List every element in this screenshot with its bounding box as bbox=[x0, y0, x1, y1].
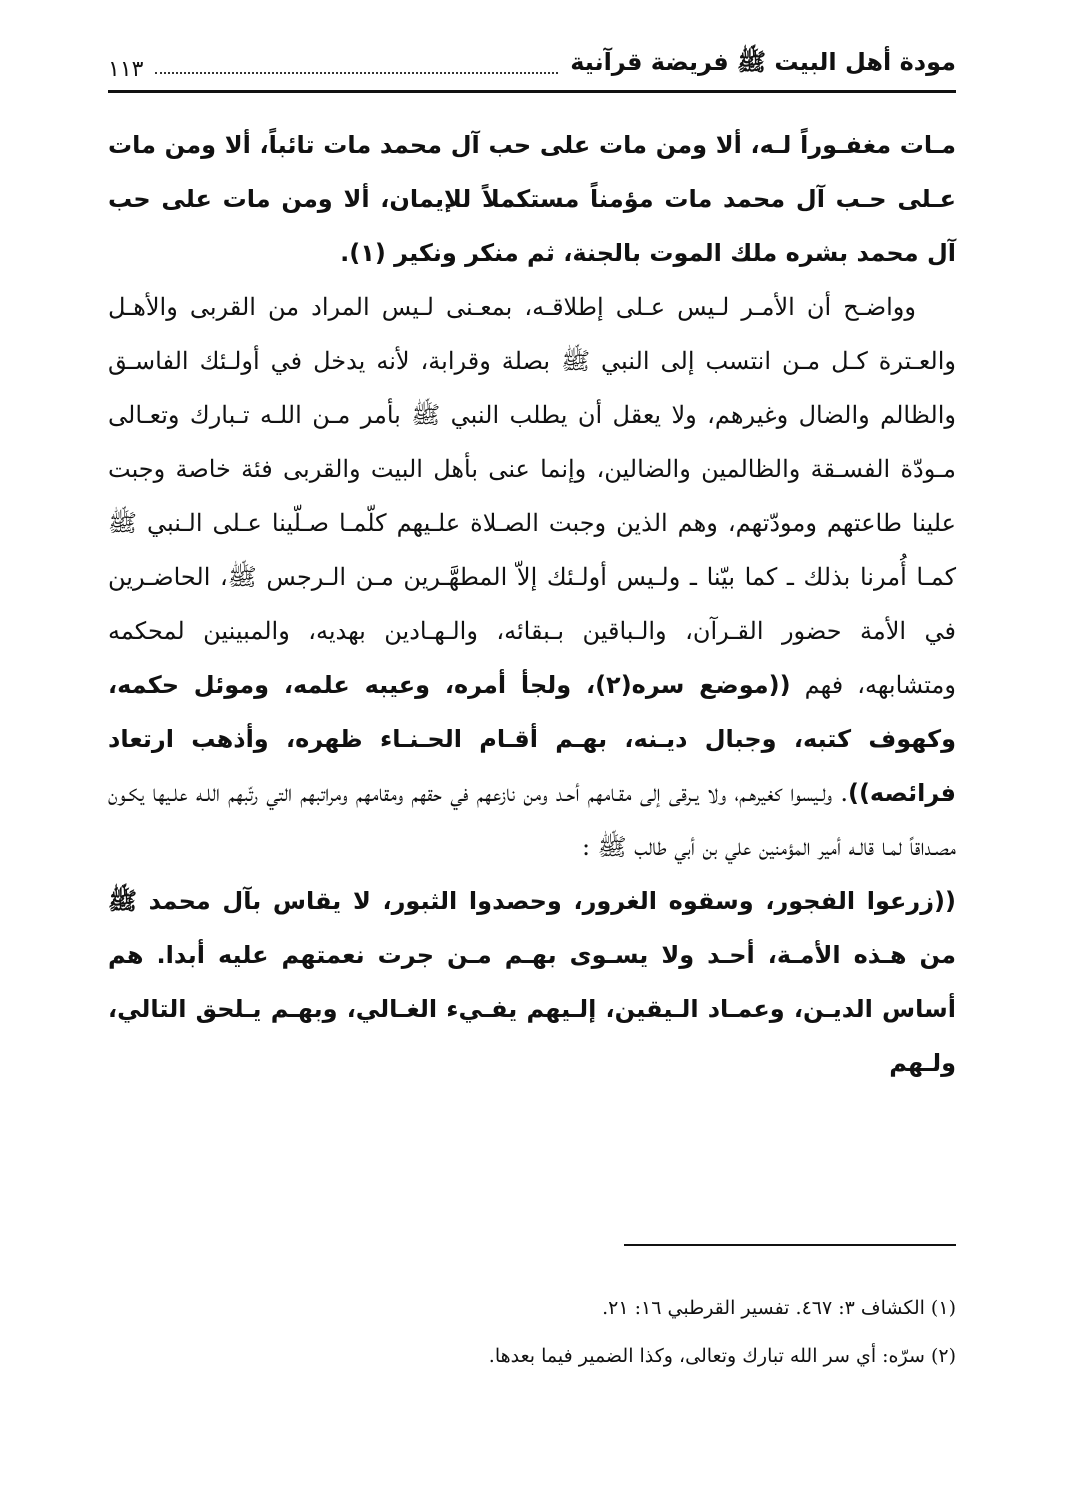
main-text bbox=[108, 118, 956, 1090]
footnote-divider bbox=[624, 1244, 956, 1246]
header-divider bbox=[108, 90, 956, 93]
running-title: مودة أهل البيت ﷺ فريضة قرآنية bbox=[570, 48, 956, 76]
paragraph-hadith-ending: مـات مغفـوراً لـه، ألا ومن مات على حب آل محمد مات تائباً، ألا ومن مات عـلى حـب آل محمد مات مؤمناً مستكملاً للإيمان، ألا ومن مات على حب آل محمد بشره ملك الموت بالجنة، ثم منكر ونكير (١). bbox=[108, 131, 956, 267]
page-header bbox=[108, 40, 956, 86]
quote-amir-al-muminin: ((زرعوا الفجور، وسقوه الغرور، وحصدوا الثبور، لا يقاس بآل محمد ﷺ من هـذه الأمـة، أحـد ولا يسـوى بهـم مـن جرت نعمتهم عليه أبدا. هم أساس الديـن، وعمـاد الـيقين، إلـيهم يفـيء الغـالي، وبهـم يـلحق التالي، ولـهم bbox=[108, 887, 956, 1077]
footnote-2: (٢) سرّه: أي سر الله تبارك وتعالى، وكذا الضمير فيما بعدها. bbox=[488, 1345, 956, 1367]
paragraph-explanation bbox=[108, 280, 956, 874]
paragraph-explanation-text: وواضـح أن الأمـر لـيس عـلى إطلاقـه، بمعـنى لـيس المراد من القربى والأهـل والعـترة كـل مـن انتسب إلى النبي ﷺ بصلة وقرابة، لأنه يدخل في أولـئك الفاسـق والظالم والضال وغيرهم، ولا يعقل أن يطلب النبي ﷺ بأمر مـن اللـه تـبارك وتعـالى مـودّة الفسـقة والظالمين والضالين، وإنما عنى بأهل البيت والقربى فئة خاصة وجبت علينا طاعتهم ومودّتهم، وهم الذين وجبت الصـلاة علـيهم كلّمـا صـلّينا عـلى الـنبي ﷺ كمـا أُمرنا بذلك ـ كما بيّنا ـ ولـيس أولـئك إلاّ المطهَّـرين مـن الـرجس ﷺ، الحاضـرين في الأمة حضور القـرآن، والـباقين بـبقائه، والـهـادين بهديه، والمبينين لمحكمه ومتشابهه، فهم bbox=[108, 293, 957, 699]
footnote-1: (١) الكشاف ٣: ٤٦٧. تفسير القرطبي ١٦: ٢١. bbox=[602, 1297, 956, 1319]
paragraph-explanation-continued: . ولـيسوا كغيرهـم، ولا يـرقى إلى مقـامهم أحـد ومن نازعهم في حقهم ومقامهم ومراتبهم التي رتّبهم اللـه علـيها يكـون مصـداقاً لمـا قالـه أمير المؤمنين علي بن أبي طالب ﷺ : bbox=[108, 779, 956, 861]
quote-mawdi-sirrih: ((موضع سره(٢)، ولجأ أمره، وعيبه علمه، وموئل حكمه، وكهوف كتبه، وجبال ديـنه، بهـم أقـام الحـنـاء ظهره، وأذهب ارتعاد فرائصه)) bbox=[108, 671, 956, 807]
footnotes bbox=[108, 1284, 956, 1380]
header-dot-leader bbox=[155, 72, 558, 74]
page-number: ١١٣ bbox=[108, 57, 144, 82]
